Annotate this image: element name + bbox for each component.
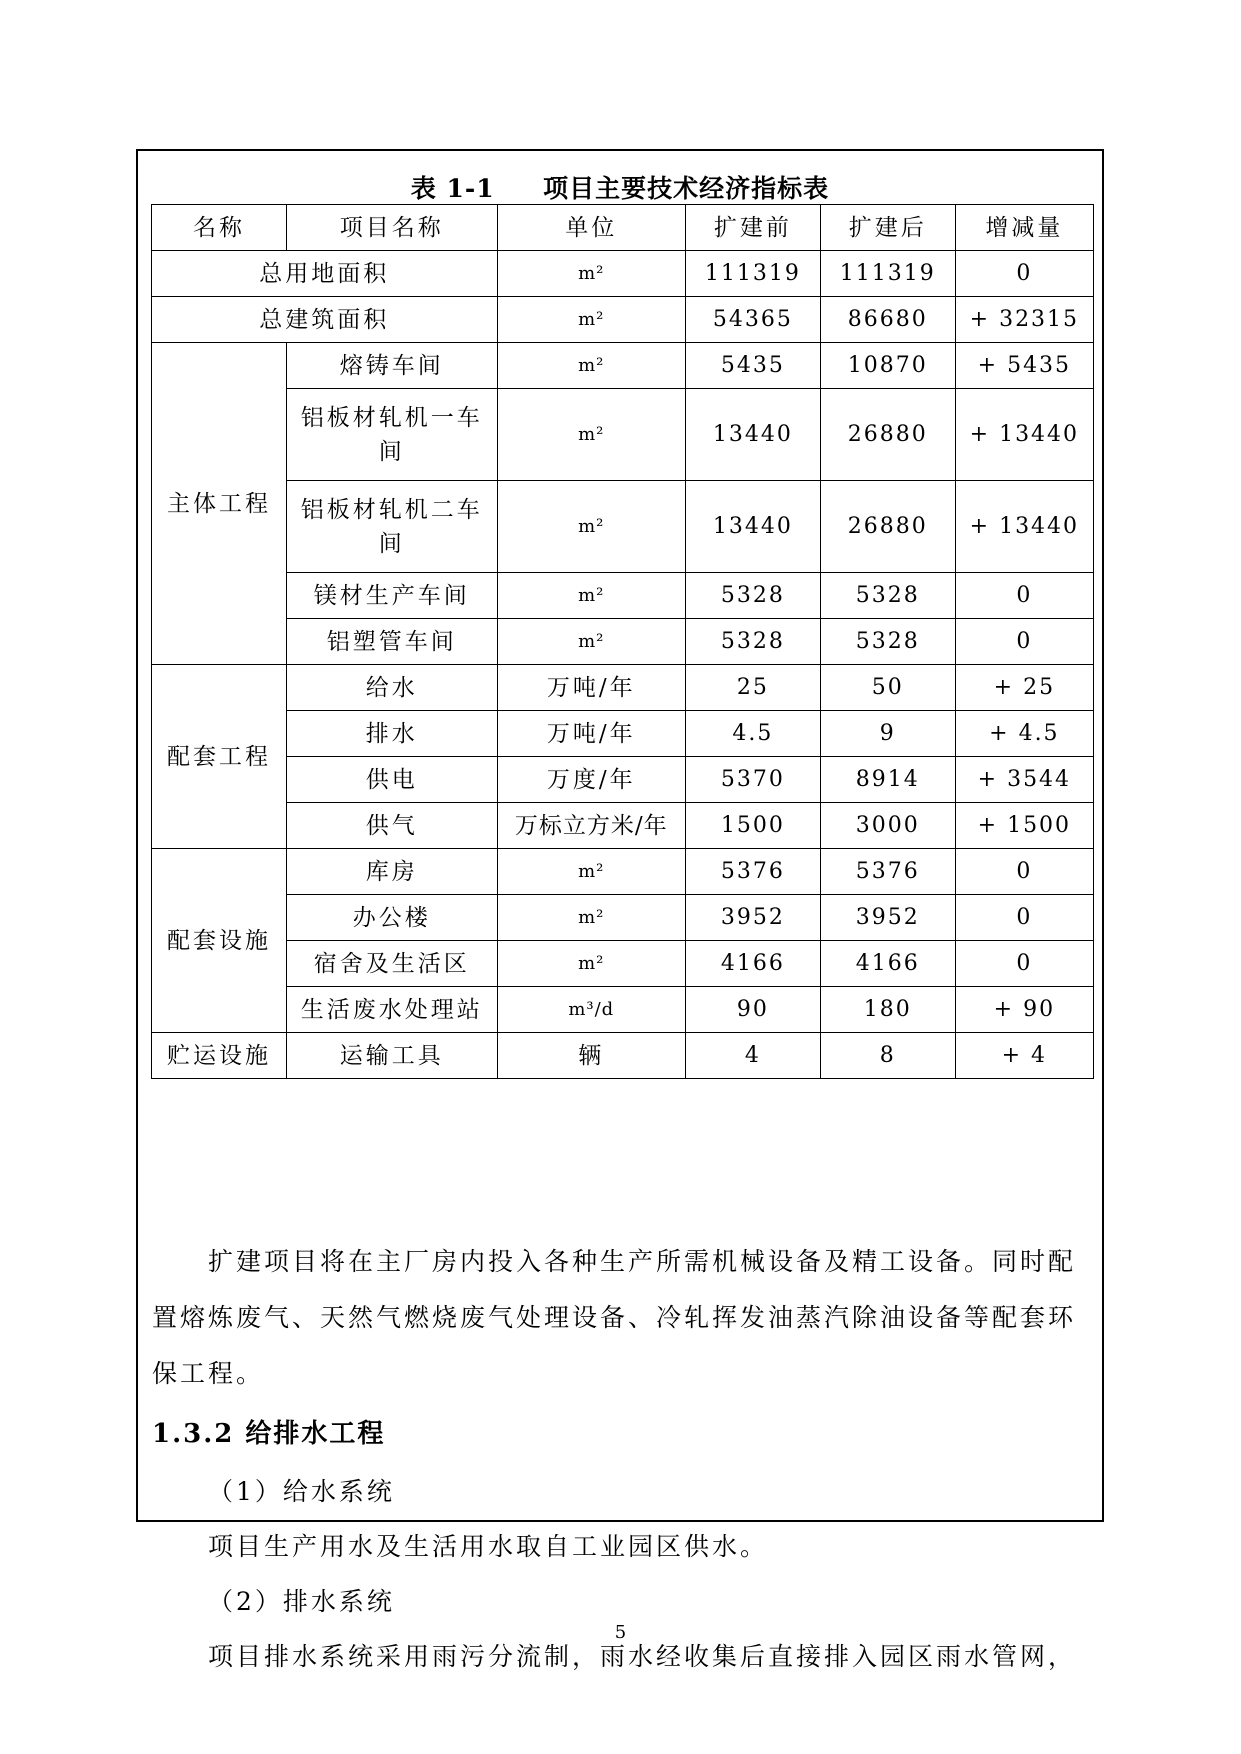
- before-cell: 5328: [685, 619, 820, 665]
- after-cell: 5328: [820, 573, 955, 619]
- water-supply-title: （1）给水系统: [208, 1477, 395, 1506]
- table-row: [152, 1033, 1094, 1079]
- before-cell: 4.5: [685, 711, 820, 757]
- unit-cell: 万吨/年: [497, 711, 685, 757]
- after-cell: 180: [820, 987, 955, 1033]
- after-cell: 3000: [820, 803, 955, 849]
- table-row: [152, 573, 1094, 619]
- water-supply-text: 项目生产用水及生活用水取自工业园区供水。: [208, 1532, 769, 1561]
- before-cell: 111319: [685, 251, 820, 297]
- before-cell: 5376: [685, 849, 820, 895]
- after-cell: 3952: [820, 895, 955, 941]
- unit-cell: 辆: [497, 1033, 685, 1079]
- unit-cell: m²: [497, 297, 685, 343]
- item-cell: 宿舍及生活区: [286, 941, 497, 987]
- change-cell: 0: [955, 941, 1093, 987]
- after-cell: 86680: [820, 297, 955, 343]
- item-cell: 供电: [286, 757, 497, 803]
- unit-cell: m²: [497, 619, 685, 665]
- header-cell: 增减量: [955, 205, 1093, 251]
- before-cell: 5435: [685, 343, 820, 389]
- after-cell: 26880: [820, 481, 955, 573]
- item-cell: 铝塑管车间: [286, 619, 497, 665]
- table-row: [152, 895, 1094, 941]
- after-cell: 5328: [820, 619, 955, 665]
- table-caption: 表 1-1 项目主要技术经济指标表: [410, 174, 830, 203]
- before-cell: 25: [685, 665, 820, 711]
- unit-cell: 万吨/年: [497, 665, 685, 711]
- table-row: [152, 251, 1094, 297]
- item-cell: 排水: [286, 711, 497, 757]
- change-cell: 0: [955, 619, 1093, 665]
- intro-paragraph: 扩建项目将在主厂房内投入各种生产所需机械设备及精工设备。同时配置熔炼废气、天然气燃烧废气处理设备、冷轧挥发油蒸汽除油设备等配套环保工程。: [152, 1247, 1077, 1388]
- unit-cell: m²: [497, 941, 685, 987]
- unit-cell: m²: [497, 895, 685, 941]
- header-cell: 扩建前: [685, 205, 820, 251]
- before-cell: 5328: [685, 573, 820, 619]
- group-cell: 配套工程: [152, 665, 287, 849]
- after-cell: 5376: [820, 849, 955, 895]
- table-row: [152, 941, 1094, 987]
- content-frame: [136, 149, 1104, 1671]
- table-row: [152, 389, 1094, 481]
- change-cell: 0: [955, 895, 1093, 941]
- change-cell: + 4.5: [955, 711, 1093, 757]
- before-cell: 13440: [685, 481, 820, 573]
- before-cell: 1500: [685, 803, 820, 849]
- unit-cell: m²: [497, 849, 685, 895]
- after-cell: 9: [820, 711, 955, 757]
- before-cell: 3952: [685, 895, 820, 941]
- item-cell: 铝板材轧机二车间: [286, 481, 497, 573]
- header-cell: 扩建后: [820, 205, 955, 251]
- after-cell: 8914: [820, 757, 955, 803]
- table-row: [152, 711, 1094, 757]
- unit-cell: m²: [497, 343, 685, 389]
- change-cell: + 32315: [955, 297, 1093, 343]
- item-cell: 熔铸车间: [286, 343, 497, 389]
- table-row: [152, 987, 1094, 1033]
- table-row: [152, 481, 1094, 573]
- after-cell: 50: [820, 665, 955, 711]
- item-cell: 镁材生产车间: [286, 573, 497, 619]
- unit-cell: 万标立方米/年: [497, 803, 685, 849]
- unit-cell: m³/d: [497, 987, 685, 1033]
- item-cell: 给水: [286, 665, 497, 711]
- item-cell: 供气: [286, 803, 497, 849]
- table-row: [152, 343, 1094, 389]
- change-cell: + 25: [955, 665, 1093, 711]
- section-heading: 1.3.2 给排水工程: [152, 1419, 386, 1449]
- change-cell: + 4: [955, 1033, 1093, 1079]
- table-header-row: [152, 205, 1094, 251]
- after-cell: 8: [820, 1033, 955, 1079]
- change-cell: + 13440: [955, 389, 1093, 481]
- before-cell: 5370: [685, 757, 820, 803]
- change-cell: 0: [955, 849, 1093, 895]
- item-cell: 办公楼: [286, 895, 497, 941]
- header-cell: 单位: [497, 205, 685, 251]
- before-cell: 4: [685, 1033, 820, 1079]
- header-cell: 名称: [152, 205, 287, 251]
- drainage-text: 项目排水系统采用雨污分流制，雨水经收集后直接排入园区雨水管网，: [208, 1642, 1077, 1671]
- table-row: [152, 757, 1094, 803]
- before-cell: 13440: [685, 389, 820, 481]
- table-row: [152, 619, 1094, 665]
- unit-cell: m²: [497, 481, 685, 573]
- indicator-table: [151, 204, 1094, 1079]
- after-cell: 26880: [820, 389, 955, 481]
- change-cell: 0: [955, 251, 1093, 297]
- after-cell: 4166: [820, 941, 955, 987]
- item-cell: 铝板材轧机一车间: [286, 389, 497, 481]
- drainage-title: （2）排水系统: [208, 1587, 395, 1616]
- change-cell: + 1500: [955, 803, 1093, 849]
- unit-cell: 万度/年: [497, 757, 685, 803]
- item-cell: 运输工具: [286, 1033, 497, 1079]
- table-row: [152, 849, 1094, 895]
- header-cell: 项目名称: [286, 205, 497, 251]
- change-cell: 0: [955, 573, 1093, 619]
- group-cell: 配套设施: [152, 849, 287, 1033]
- item-cell: 总建筑面积: [152, 297, 498, 343]
- before-cell: 54365: [685, 297, 820, 343]
- after-cell: 10870: [820, 343, 955, 389]
- unit-cell: m²: [497, 251, 685, 297]
- item-cell: 生活废水处理站: [286, 987, 497, 1033]
- change-cell: + 3544: [955, 757, 1093, 803]
- change-cell: + 13440: [955, 481, 1093, 573]
- page-number: 5: [614, 1622, 627, 1643]
- after-cell: 111319: [820, 251, 955, 297]
- table-row: [152, 803, 1094, 849]
- group-cell: 贮运设施: [152, 1033, 287, 1079]
- change-cell: + 90: [955, 987, 1093, 1033]
- unit-cell: m²: [497, 389, 685, 481]
- before-cell: 4166: [685, 941, 820, 987]
- item-cell: 库房: [286, 849, 497, 895]
- item-cell: 总用地面积: [152, 251, 498, 297]
- before-cell: 90: [685, 987, 820, 1033]
- group-cell: 主体工程: [152, 343, 287, 665]
- change-cell: + 5435: [955, 343, 1093, 389]
- unit-cell: m²: [497, 573, 685, 619]
- table-row: [152, 297, 1094, 343]
- table-row: [152, 665, 1094, 711]
